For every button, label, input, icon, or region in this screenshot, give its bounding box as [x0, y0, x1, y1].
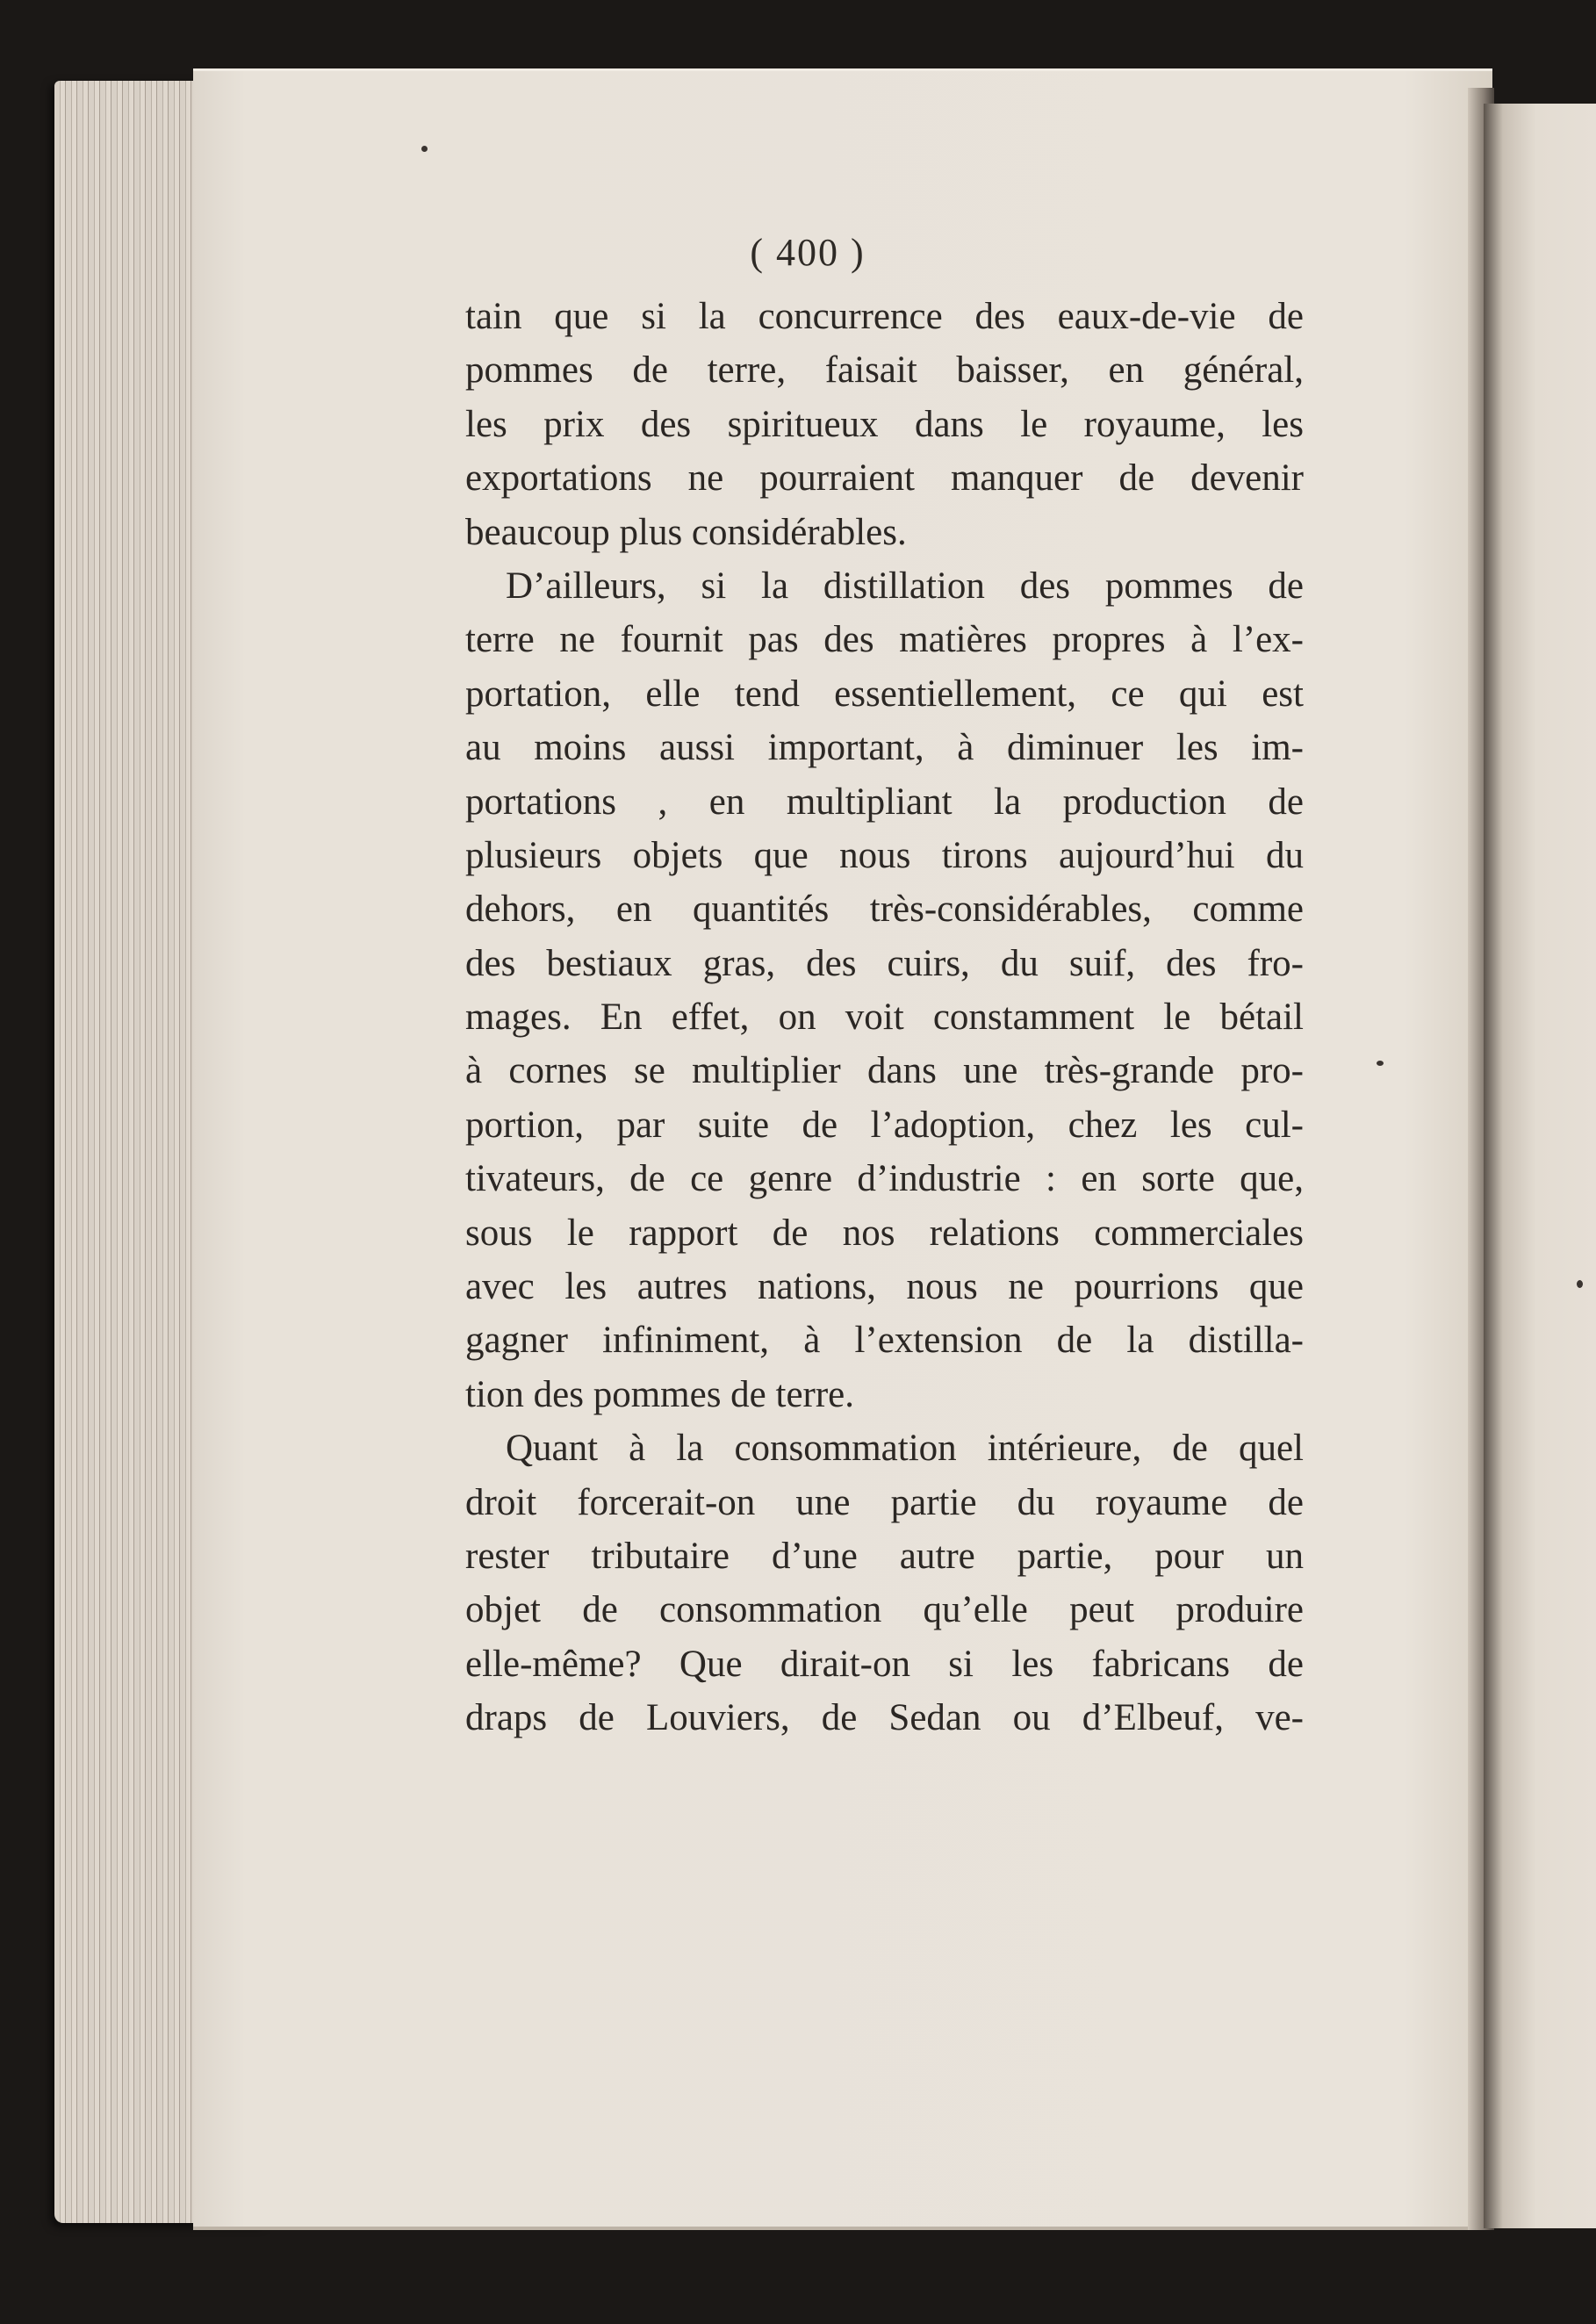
text-line: portation, elle tend essentiellement, ce qui est: [465, 673, 1304, 715]
text-line: beaucoup plus considérables.: [465, 511, 907, 553]
text-line: au moins aussi important, à diminuer les im-: [465, 727, 1304, 769]
text-line: exportations ne pourraient manquer de devenir: [465, 457, 1304, 500]
text-line: à cornes se multiplier dans une très-grande pro-: [465, 1050, 1304, 1092]
text-line: portion, par suite de l’adoption, chez les cul-: [465, 1104, 1304, 1146]
paper-speck: [421, 146, 428, 152]
body-text: [465, 290, 1304, 1745]
text-line: droit forcerait-on une partie du royaume de: [465, 1481, 1304, 1523]
paper-speck: [1377, 1061, 1384, 1066]
text-line: portations , en multipliant la production de: [465, 781, 1304, 823]
text-line: tivateurs, de ce genre d’industrie : en sorte que,: [465, 1158, 1304, 1200]
facing-page-edge: [1484, 104, 1596, 2228]
text-line: draps de Louviers, de Sedan ou d’Elbeuf, ve-: [465, 1697, 1304, 1739]
text-line: rester tributaire d’une autre partie, pour un: [465, 1535, 1304, 1577]
text-line: sous le rapport de nos relations commerciales: [465, 1212, 1304, 1254]
paragraph-start-line: D’ailleurs, si la distillation des pommes de: [506, 565, 1304, 607]
text-line: terre ne fournit pas des matières propres à l’ex-: [465, 619, 1304, 661]
text-line: pommes de terre, faisait baisser, en général,: [465, 349, 1304, 392]
text-line: dehors, en quantités très-considérables, comme: [465, 889, 1304, 931]
text-line: tion des pommes de terre.: [465, 1373, 855, 1415]
page-number-header: ( 400 ): [750, 231, 866, 274]
text-line: objet de consommation qu’elle peut produire: [465, 1589, 1304, 1631]
paragraph-start-line: Quant à la consommation intérieure, de quel: [506, 1428, 1304, 1470]
text-line: plusieurs objets que nous tirons aujourd’hui du: [465, 834, 1304, 876]
text-line: avec les autres nations, nous ne pourrions que: [465, 1266, 1304, 1308]
text-line: mages. En effet, on voit constamment le bétail: [465, 997, 1304, 1039]
text-line: des bestiaux gras, des cuirs, du suif, des fro-: [465, 942, 1304, 984]
text-line: gagner infiniment, à l’extension de la distilla-: [465, 1320, 1304, 1362]
text-line: les prix des spiritueux dans le royaume, les: [465, 403, 1304, 445]
paper-speck: [1577, 1280, 1583, 1288]
text-line: elle-même? Que dirait-on si les fabricans de: [465, 1643, 1304, 1685]
text-line: tain que si la concurrence des eaux-de-vie de: [465, 296, 1304, 337]
